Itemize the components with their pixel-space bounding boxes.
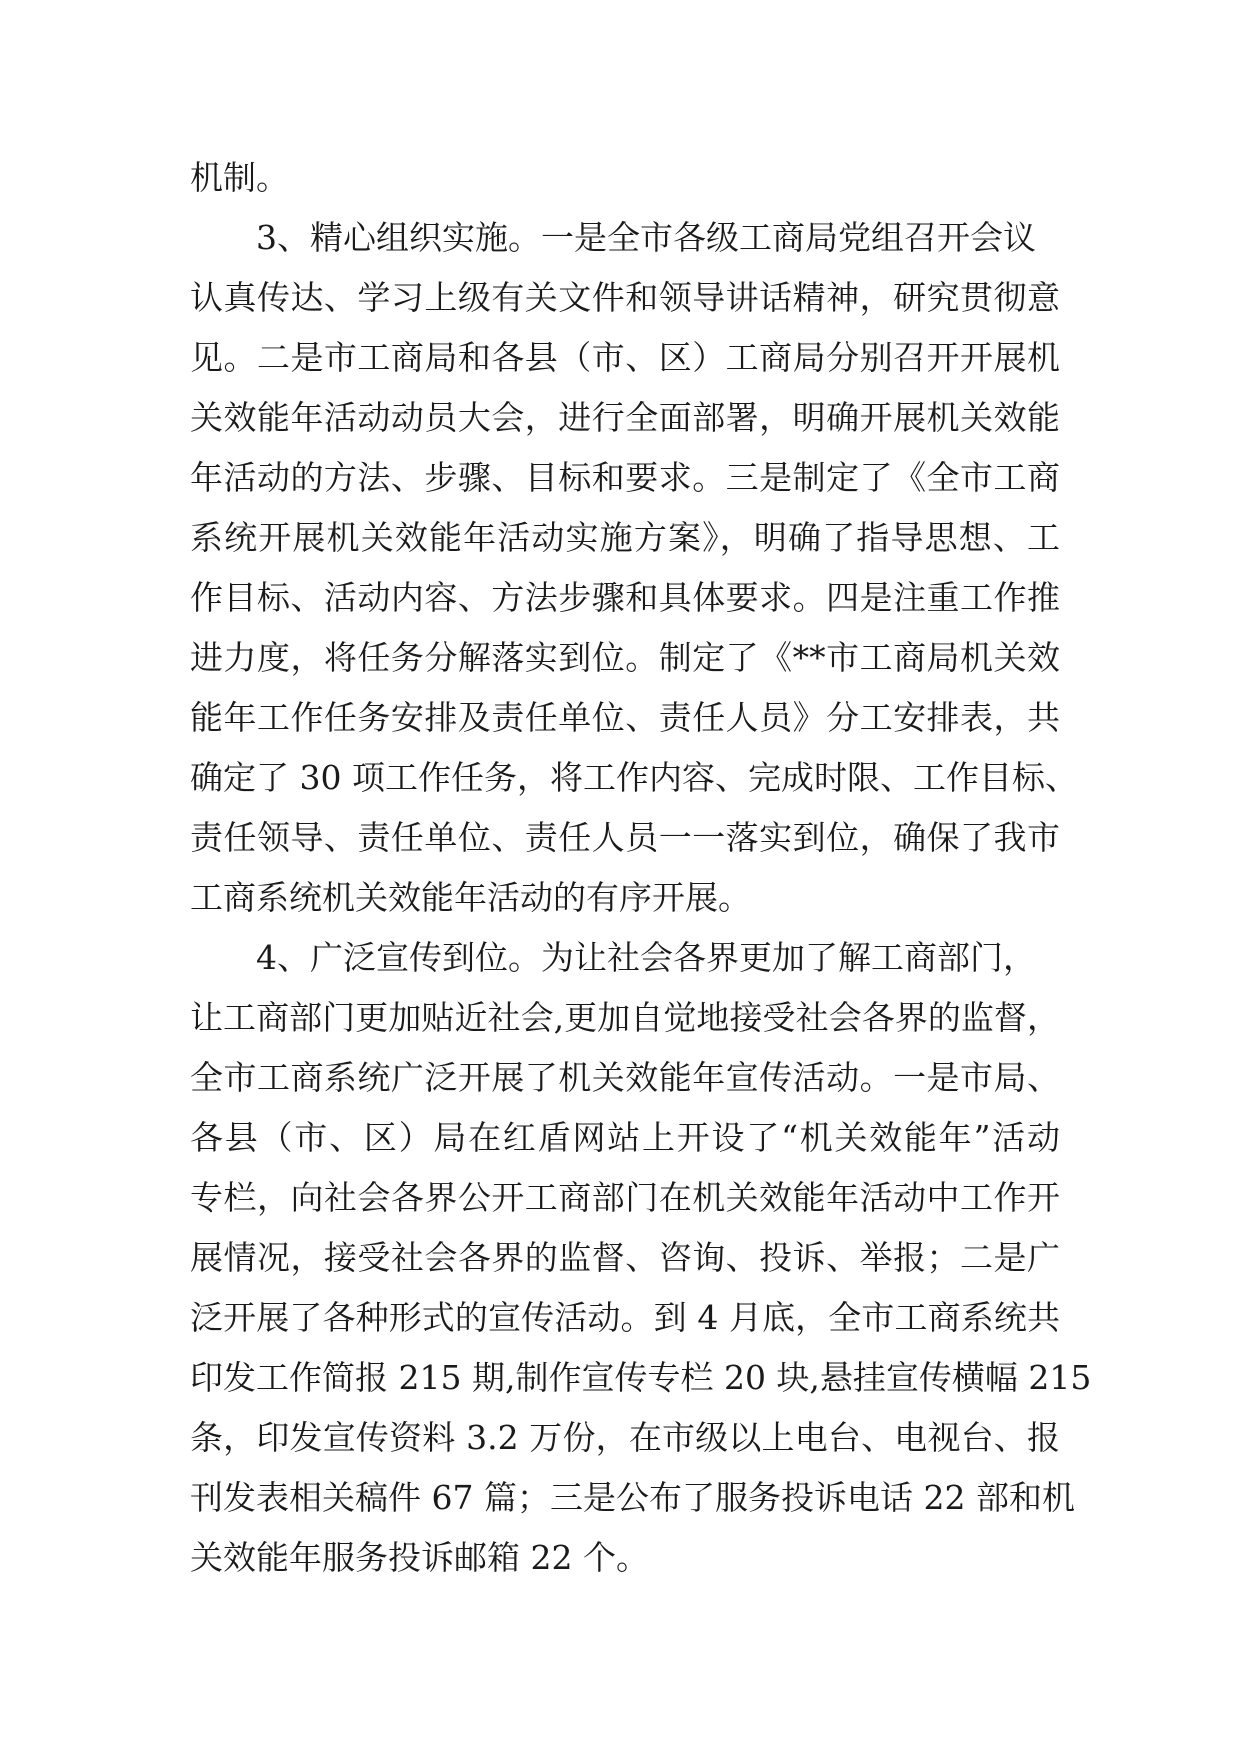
text-line: 确定了 30 项工作任务，将工作内容、完成时限、工作目标、 bbox=[190, 758, 1078, 797]
text-line: 见。二是市工商局和各县（市、区）工商局分别召开开展机 bbox=[190, 338, 1060, 377]
body-text bbox=[190, 148, 1092, 1588]
text-line: 机制。 bbox=[190, 158, 289, 197]
text-line: 泛开展了各种形式的宣传活动。到 4 月底，全市工商系统共 bbox=[190, 1298, 1060, 1337]
text-line: 认真传达、学习上级有关文件和领导讲话精神，研究贯彻意 bbox=[190, 278, 1060, 317]
text-line: 全市工商系统广泛开展了机关效能年宣传活动。一是市局、 bbox=[190, 1058, 1060, 1097]
text-line: 刊发表相关稿件 67 篇；三是公布了服务投诉电话 22 部和机 bbox=[190, 1478, 1075, 1517]
text-line: 责任领导、责任单位、责任人员一一落实到位，确保了我市 bbox=[190, 818, 1060, 857]
text-line: 年活动的方法、步骤、目标和要求。三是制定了《全市工商 bbox=[190, 458, 1060, 497]
text-line: 3、精心组织实施。一是全市各级工商局党组召开会议 bbox=[256, 218, 1036, 257]
text-line: 作目标、活动内容、方法步骤和具体要求。四是注重工作推 bbox=[190, 578, 1060, 617]
text-line: 展情况，接受社会各界的监督、咨询、投诉、举报；二是广 bbox=[190, 1238, 1060, 1277]
text-line: 条，印发宣传资料 3.2 万份，在市级以上电台、电视台、报 bbox=[190, 1418, 1060, 1457]
text-line: 让工商部门更加贴近社会,更加自觉地接受社会各界的监督， bbox=[190, 998, 1060, 1037]
text-line: 4、广泛宣传到位。为让社会各界更加了解工商部门， bbox=[256, 938, 1036, 977]
text-line: 能年工作任务安排及责任单位、责任人员》分工安排表，共 bbox=[190, 698, 1060, 737]
text-line: 进力度，将任务分解落实到位。制定了《**市工商局机关效 bbox=[190, 638, 1060, 677]
text-line: 关效能年服务投诉邮箱 22 个。 bbox=[190, 1538, 649, 1577]
text-line: 关效能年活动动员大会，进行全面部署，明确开展机关效能 bbox=[190, 398, 1060, 437]
text-line: 各县（市、区）局在红盾网站上开设了“机关效能年”活动 bbox=[190, 1118, 1060, 1157]
text-line: 工商系统机关效能年活动的有序开展。 bbox=[190, 878, 751, 917]
text-line: 专栏，向社会各界公开工商部门在机关效能年活动中工作开 bbox=[190, 1178, 1060, 1217]
text-line: 系统开展机关效能年活动实施方案》，明确了指导思想、工 bbox=[190, 518, 1060, 557]
text-line: 印发工作简报 215 期,制作宣传专栏 20 块,悬挂宣传横幅 215 bbox=[190, 1358, 1092, 1397]
